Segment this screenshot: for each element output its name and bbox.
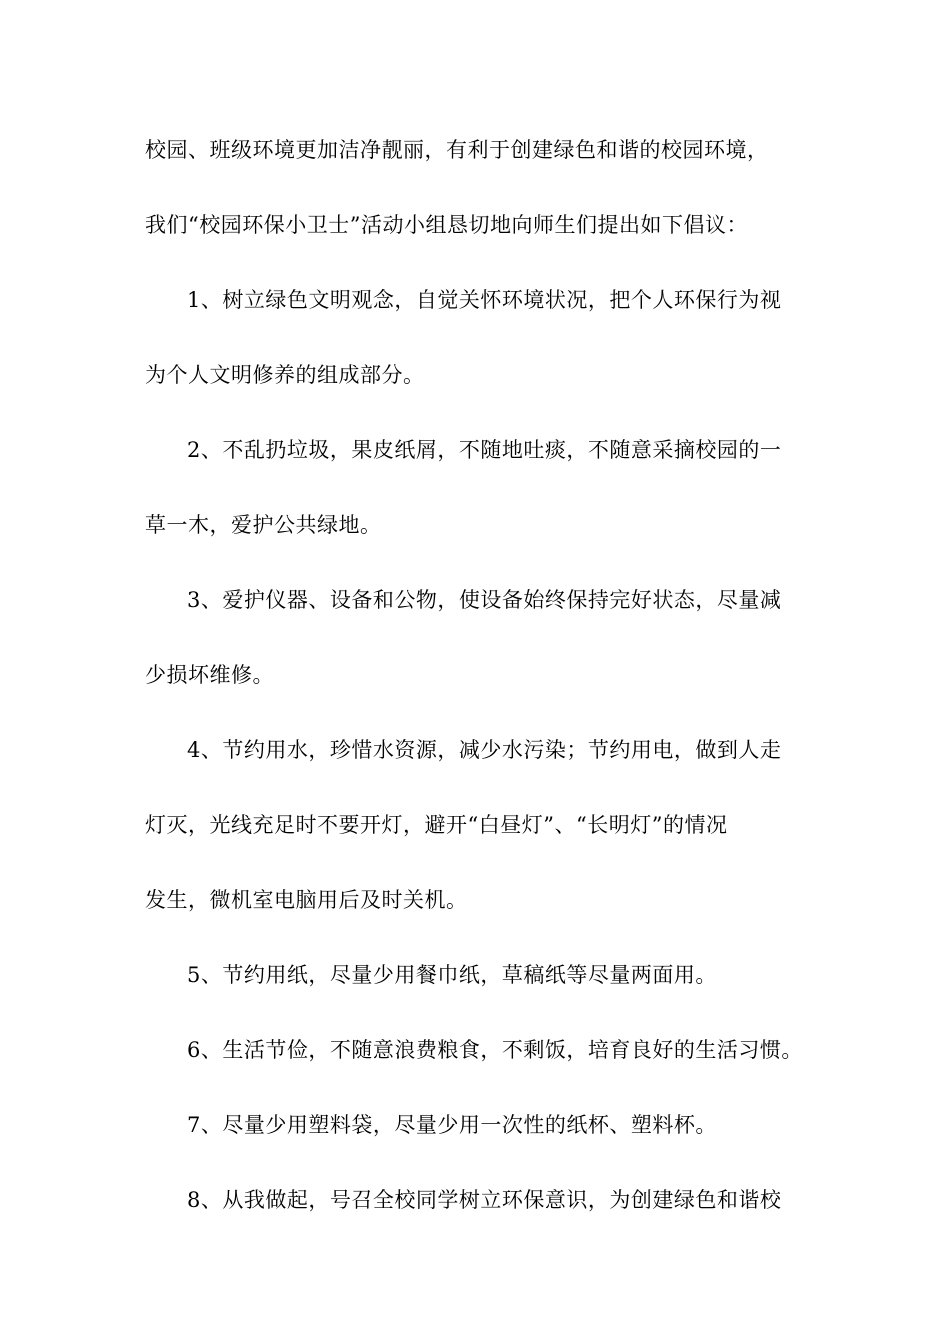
- text-line-2: 我们“校园环保小卫士”活动小组恳切地向师生们提出如下倡议：: [145, 213, 748, 237]
- text-line-5: 2、不乱扔垃圾，果皮纸屑，不随地吐痰，不随意采摘校园的一: [187, 438, 782, 462]
- text-line-9: 4、节约用水，珍惜水资源，减少水污染；节约用电，做到人走: [187, 738, 782, 762]
- text-line-10: 灯灭，光线充足时不要开灯，避开“白昼灯”、“长明灯”的情况: [145, 813, 728, 837]
- text-line-15: 8、从我做起，号召全校同学树立环保意识，为创建绿色和谐校: [187, 1188, 782, 1212]
- text-line-11: 发生，微机室电脑用后及时关机。: [145, 888, 468, 912]
- text-line-6: 草一木，爱护公共绿地。: [145, 513, 382, 537]
- text-line-3: 1、树立绿色文明观念，自觉关怀环境状况，把个人环保行为视: [187, 288, 782, 312]
- text-line-12: 5、节约用纸，尽量少用餐巾纸，草稿纸等尽量两面用。: [187, 963, 717, 987]
- text-line-4: 为个人文明修养的组成部分。: [145, 363, 425, 387]
- text-line-13: 6、生活节俭，不随意浪费粮食，不剩饭，培育良好的生活习惯。: [187, 1038, 803, 1062]
- text-line-14: 7、尽量少用塑料袋，尽量少用一次性的纸杯、塑料杯。: [187, 1113, 717, 1137]
- text-line-8: 少损坏维修。: [145, 663, 274, 687]
- text-line-1: 校园、班级环境更加洁净靓丽，有利于创建绿色和谐的校园环境，: [145, 138, 769, 162]
- text-line-7: 3、爱护仪器、设备和公物，使设备始终保持完好状态，尽量减: [187, 588, 782, 612]
